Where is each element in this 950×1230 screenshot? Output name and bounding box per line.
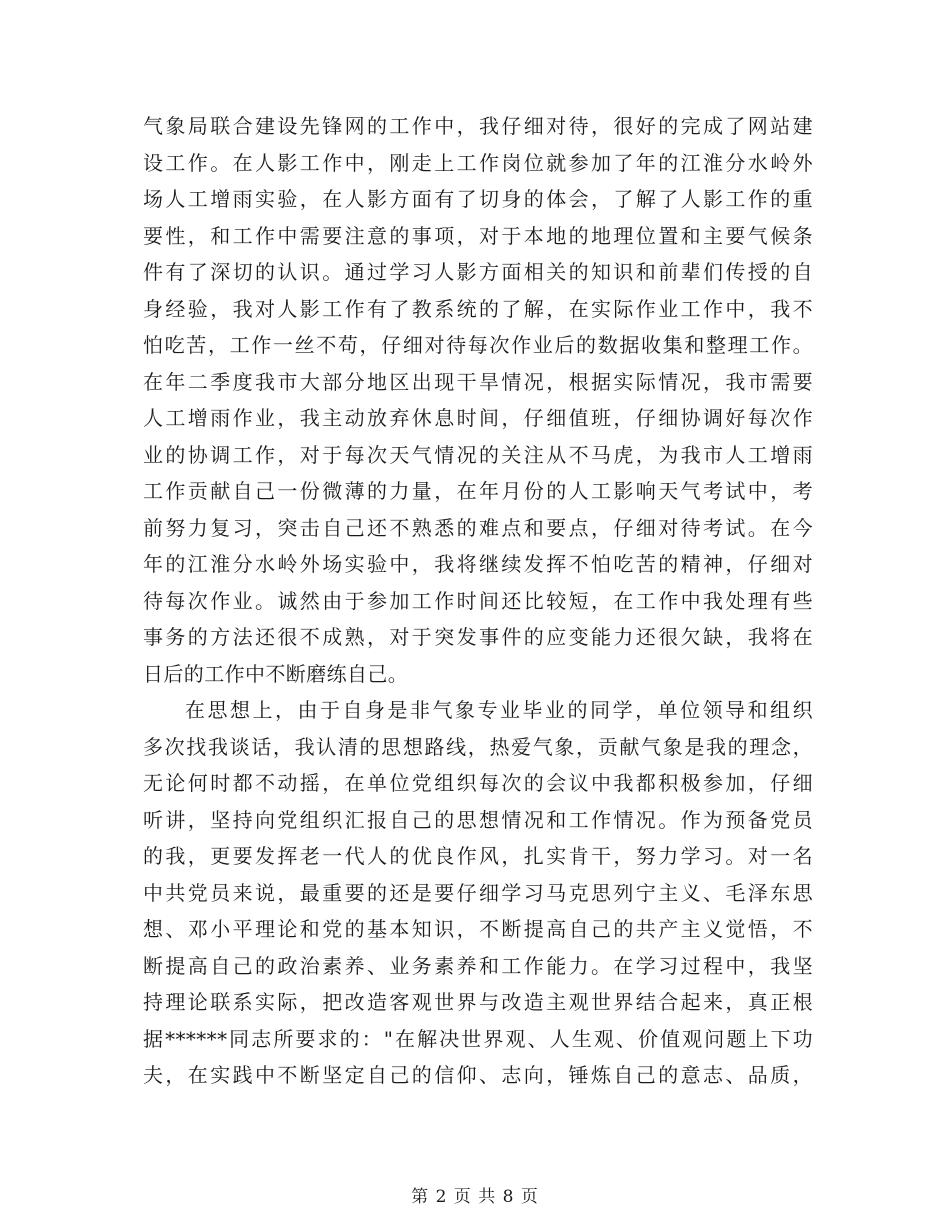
text-line: 多次找我谈话，我认清的思想路线，热爱气象，贡献气象是我的理念， bbox=[143, 734, 813, 759]
text-line: 要性，和工作中需要注意的事项，对于本地的地理位置和主要气候条 bbox=[143, 223, 813, 248]
text-line: 断提高自己的政治素养、业务素养和工作能力。在学习过程中，我坚 bbox=[143, 953, 813, 978]
text-line: 想、邓小平理论和党的基本知识，不断提高自己的共产主义觉悟，不 bbox=[143, 917, 813, 941]
text-line: 日后的工作中不断磨练自己。 bbox=[143, 661, 409, 686]
text-line: 的我，更要发挥老一代人的优良作风，扎实肯干，努力学习。对一名 bbox=[143, 844, 813, 868]
text-line: 听讲，坚持向党组织汇报自己的思想情况和工作情况。作为预备党员 bbox=[143, 807, 813, 832]
text-line: 怕吃苦，工作一丝不苟，仔细对待每次作业后的数据收集和整理工作。 bbox=[143, 333, 813, 357]
text-line: 持理论联系实际，把改造客观世界与改造主观世界结合起来，真正根 bbox=[143, 990, 813, 1014]
page-number-footer: 第 2 页 共 8 页 bbox=[411, 1187, 539, 1207]
text-line: 人工增雨作业，我主动放弃休息时间，仔细值班，仔细协调好每次作 bbox=[143, 406, 813, 430]
text-line: 身经验，我对人影工作有了教系统的了解，在实际作业工作中，我不 bbox=[143, 296, 813, 321]
text-line: 设工作。在人影工作中，刚走上工作岗位就参加了年的江淮分水岭外 bbox=[143, 150, 813, 175]
text-line: 场人工增雨实验，在人影方面有了切身的体会，了解了人影工作的重 bbox=[143, 187, 813, 211]
body-text bbox=[143, 108, 813, 1094]
text-line: 据******同志所要求的："在解决世界观、人生观、价值观问题上下功 bbox=[143, 1026, 813, 1051]
text-line: 件有了深切的认识。通过学习人影方面相关的知识和前辈们传授的自 bbox=[143, 260, 813, 284]
text-line: 气象局联合建设先锋网的工作中，我仔细对待，很好的完成了网站建 bbox=[143, 114, 813, 138]
text-line: 工作贡献自己一份微薄的力量，在年月份的人工影响天气考试中，考 bbox=[143, 479, 813, 503]
text-line: 在年二季度我市大部分地区出现干旱情况，根据实际情况，我市需要 bbox=[143, 369, 813, 394]
text-line: 业的协调工作，对于每次天气情况的关注从不马虎，为我市人工增雨 bbox=[143, 442, 813, 467]
paragraph-thought bbox=[143, 692, 813, 1094]
text-line: 无论何时都不动摇，在单位党组织每次的会议中我都积极参加，仔细 bbox=[143, 771, 813, 795]
text-line: 夫，在实践中不断坚定自己的信仰、志向，锤炼自己的意志、品质， bbox=[143, 1063, 813, 1087]
paragraph-work bbox=[143, 108, 813, 692]
text-line: 年的江淮分水岭外场实验中，我将继续发挥不怕吃苦的精神，仔细对 bbox=[143, 552, 813, 576]
text-line: 前努力复习，突击自己还不熟悉的难点和要点，仔细对待考试。在今 bbox=[143, 515, 813, 540]
text-line: 在思想上，由于自身是非气象专业毕业的同学，单位领导和组织 bbox=[185, 698, 813, 722]
text-line: 中共党员来说，最重要的还是要仔细学习马克思列宁主义、毛泽东思 bbox=[143, 880, 813, 905]
text-line: 事务的方法还很不成熟，对于突发事件的应变能力还很欠缺，我将在 bbox=[143, 625, 813, 649]
text-line: 待每次作业。诚然由于参加工作时间还比较短，在工作中我处理有些 bbox=[143, 588, 813, 613]
